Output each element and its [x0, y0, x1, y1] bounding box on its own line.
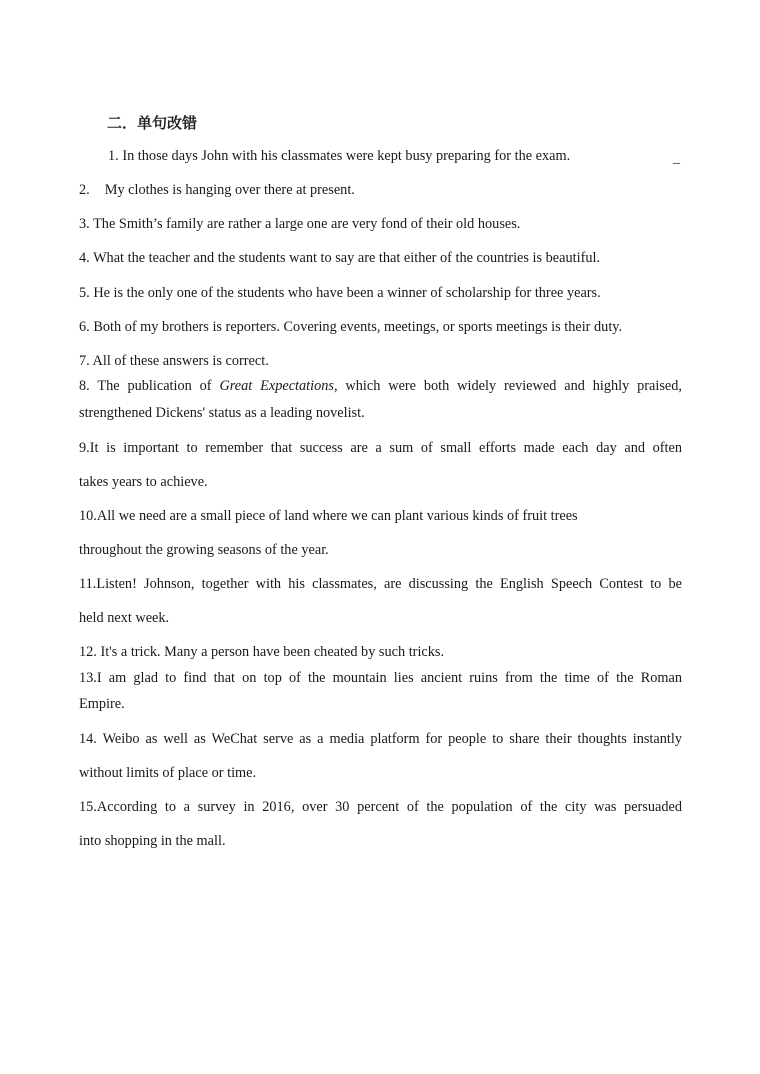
sentence-4 [79, 249, 682, 267]
item-number: 11. [79, 576, 97, 592]
item-number: 7. [79, 353, 90, 369]
item-text: What the teacher and the students want to say are that either of the countries is beautiful. [93, 250, 601, 266]
sentence-13-line-1 [79, 669, 682, 687]
sentence-11-line-1 [79, 575, 682, 593]
sentence-7 [79, 352, 682, 370]
sentence-14-line-2: without limits of place or time. [79, 765, 257, 781]
item-text: All we need are a small piece of land where we can plant various kinds of fruit trees [96, 508, 578, 524]
item-text: It's a trick. Many a person have been cheated by such tricks. [100, 644, 445, 660]
item-text: He is the only one of the students who have been a winner of scholarship for three years. [93, 285, 601, 301]
sentence-10-line-2: throughout the growing seasons of the year. [79, 542, 329, 558]
item-number: 14. [79, 731, 97, 747]
item-number: 6. [79, 319, 90, 335]
item-text: All of these answers is correct. [92, 353, 269, 369]
item-number: 4. [79, 250, 90, 266]
sentence-6 [79, 318, 682, 336]
sentence-8-line-1 [79, 377, 682, 395]
item-number: 8. [79, 378, 90, 394]
item-text: It is important to remember that success are a sum of small efforts made each day and often [89, 440, 682, 456]
sentence-11-line-2: held next week. [79, 610, 170, 626]
item-text: Weibo as well as WeChat serve as a media platform for people to share their thoughts instantly [102, 731, 682, 747]
item-number: 2. [79, 182, 90, 198]
sentence-9-line-1 [79, 439, 682, 457]
sentence-9-line-2: takes years to achieve. [79, 474, 208, 490]
item-number: 13. [79, 670, 97, 686]
sentence-15-line-1 [79, 798, 682, 816]
item-number: 5. [79, 285, 90, 301]
sentence-13-line-2: Empire. [79, 696, 125, 712]
sentence-14-line-1 [79, 730, 682, 748]
item-number: 9. [79, 440, 90, 456]
sentence-15-line-2: into shopping in the mall. [79, 833, 226, 849]
item-text: Both of my brothers is reporters. Covering events, meetings, or sports meetings is their duty. [93, 319, 623, 335]
item-text: The Smith’s family are rather a large one are very fond of their old houses. [93, 216, 521, 232]
item-number: 1. [108, 148, 119, 164]
sentence-2 [79, 181, 682, 199]
sentence-3 [79, 215, 682, 233]
item-text: which were both widely reviewed and highly praised, [337, 378, 682, 394]
item-text: According to a survey in 2016, over 30 percent of the population of the city was persuaded [96, 799, 682, 815]
item-text: My clothes is hanging over there at present. [104, 182, 355, 198]
sentence-5 [79, 284, 682, 302]
item-text: Listen! Johnson, together with his classmates, are discussing the English Speech Contest to be [96, 576, 682, 592]
section-heading: 二．单句改错 [107, 114, 198, 132]
item-text: The publication of [97, 378, 220, 394]
item-text: I am glad to find that on top of the mountain lies ancient ruins from the time of the Roman [96, 670, 682, 686]
item-number: 3. [79, 216, 90, 232]
item-number: 12. [79, 644, 97, 660]
item-number: 10. [79, 508, 97, 524]
answer-blank: _ [673, 151, 680, 166]
item-text: In those days John with his classmates were kept busy preparing for the exam. [122, 148, 571, 164]
sentence-8-line-2: strengthened Dickens' status as a leading novelist. [79, 405, 365, 421]
item-number: 15. [79, 799, 97, 815]
book-title: Great Expectations, [219, 378, 338, 394]
sentence-12 [79, 643, 682, 661]
sentence-10-line-1 [79, 507, 682, 525]
sentence-1 [108, 147, 628, 165]
